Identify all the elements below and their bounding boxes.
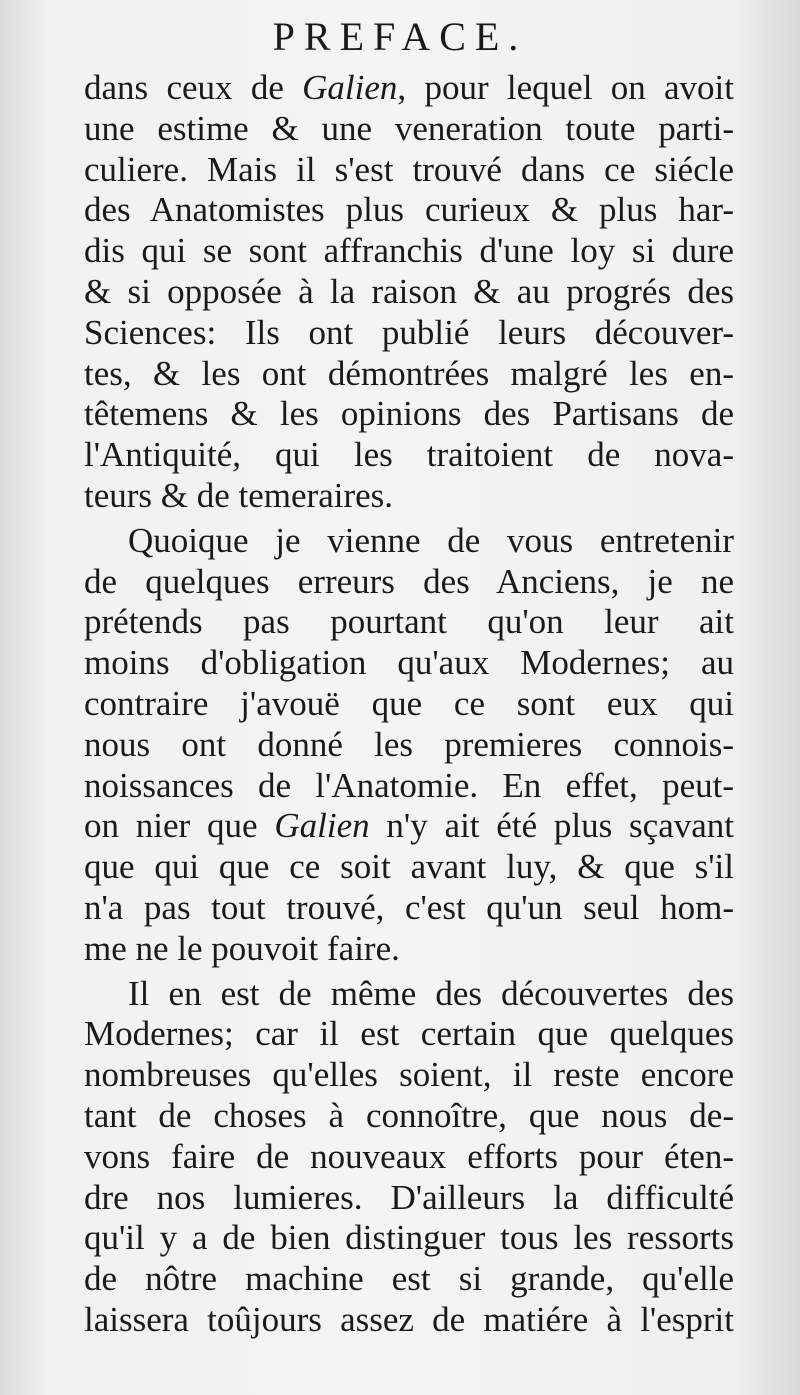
text-line: nombreuses qu'elles soient, il reste encore (84, 1055, 734, 1095)
paragraph-3 (84, 974, 734, 1341)
text-line: tes, & les ont démontrées malgré les en- (84, 353, 734, 393)
text-line: des Anatomistes plus curieux & plus har- (84, 190, 734, 230)
text-line: contraire j'avouë que ce sont eux qui (84, 683, 734, 723)
text-line: de nôtre machine est si grande, qu'elle (84, 1259, 734, 1299)
running-head: PREFACE. (272, 14, 528, 59)
text-line: une estime & une veneration toute parti- (84, 108, 734, 148)
text-line: Modernes; car il est certain que quelques (84, 1014, 734, 1054)
text-line: laissera toûjours assez de matiére à l'esprit (84, 1299, 734, 1339)
text-line: têtemens & les opinions des Partisans de (84, 394, 734, 434)
text-line: Quoique je vienne de vous entretenir (128, 520, 734, 560)
text-line: nous ont donné les premieres connois- (84, 724, 734, 764)
text-line: de quelques erreurs des Anciens, je ne (84, 561, 734, 601)
text-line: n'a pas tout trouvé, c'est qu'un seul hom- (84, 887, 734, 927)
body-text (84, 68, 734, 1341)
text-line: on nier que Galien n'y ait été plus sçavant (84, 806, 734, 846)
text-line: & si opposée à la raison & au progrés des (84, 271, 734, 311)
text-line: noissances de l'Anatomie. En effet, peut- (84, 765, 734, 805)
text-line: dis qui se sont affranchis d'une loy si dure (84, 231, 734, 271)
text-line: Sciences: Ils ont publié leurs découver- (84, 312, 734, 352)
text-line: moins d'obligation qu'aux Modernes; au (84, 643, 734, 683)
paragraph-1 (84, 68, 734, 517)
text-line: teurs & de temeraires. (84, 475, 394, 515)
text-line: me ne le pouvoit faire. (84, 928, 400, 968)
text-line: culiere. Mais il s'est trouvé dans ce siécle (84, 149, 734, 189)
paragraph-2 (84, 521, 734, 970)
text-line: que qui que ce soit avant luy, & que s'il (84, 847, 734, 887)
text-line: Il en est de même des découvertes des (128, 973, 734, 1013)
text-line: dre nos lumieres. D'ailleurs la difficulté (84, 1177, 734, 1217)
text-line: l'Antiquité, qui les traitoient de nova- (84, 435, 734, 475)
text-line: vons faire de nouveaux efforts pour éten- (84, 1136, 734, 1176)
text-line: tant de choses à connoître, que nous de- (84, 1095, 734, 1135)
text-line: qu'il y a de bien distinguer tous les ressorts (84, 1218, 734, 1258)
text-line: prétends pas pourtant qu'on leur ait (84, 602, 734, 642)
text-line: dans ceux de Galien, pour lequel on avoit (84, 68, 735, 107)
